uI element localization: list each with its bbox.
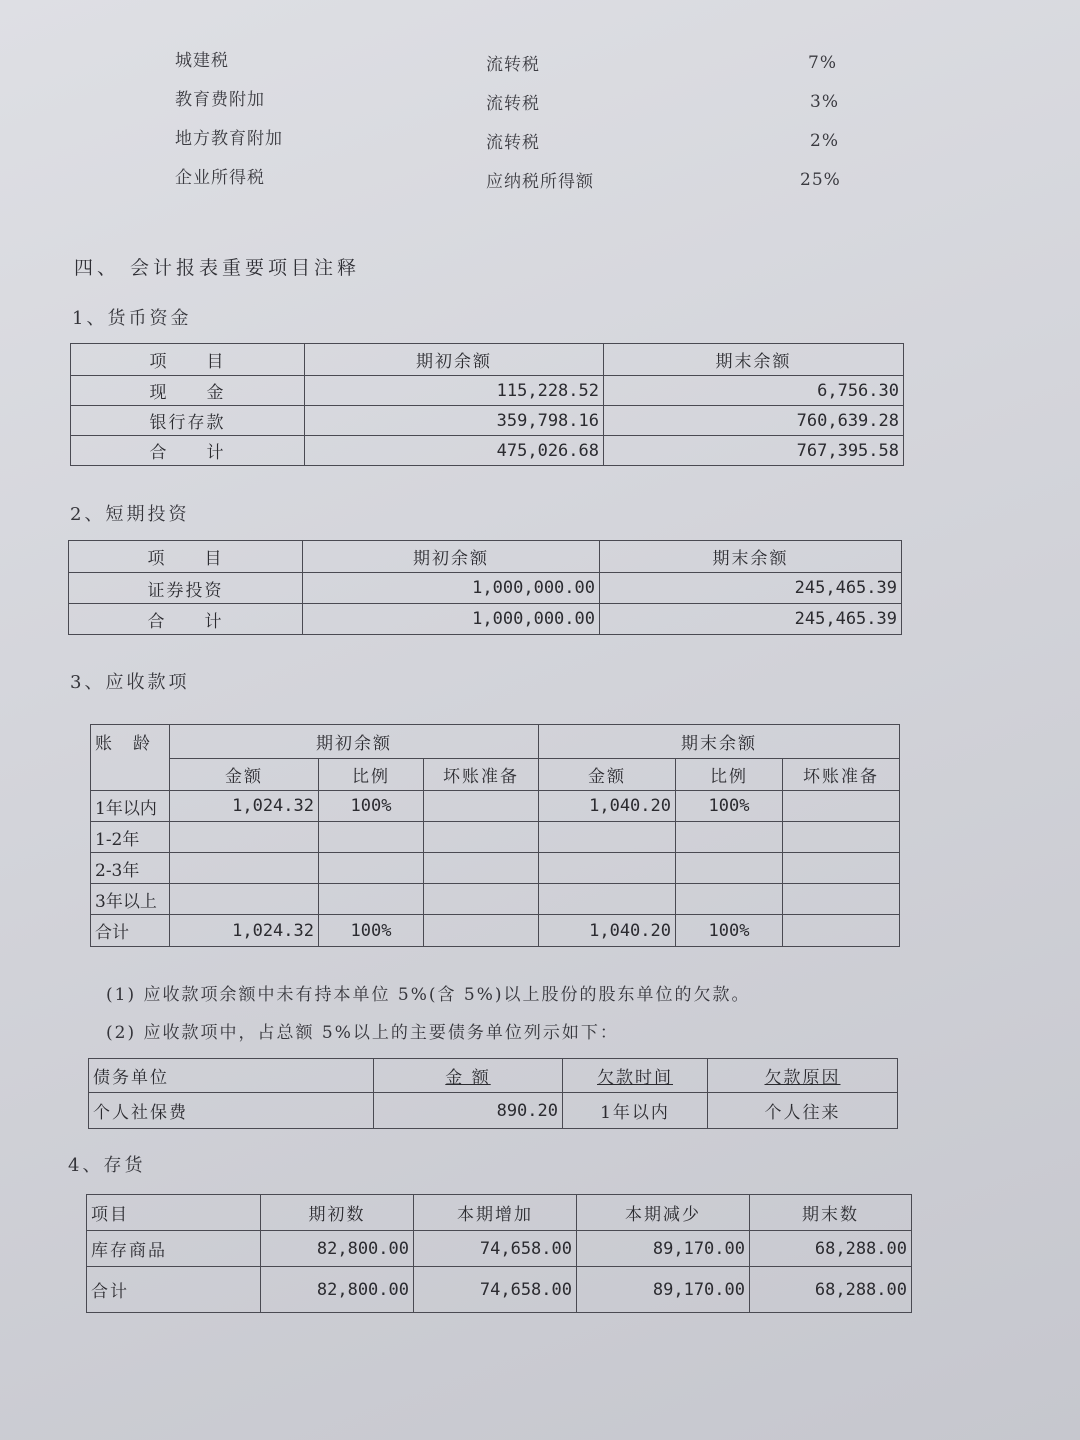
header-cell: 金 额 [374, 1059, 563, 1093]
amount-cell: 890.20 [374, 1093, 563, 1129]
age-cell: 1年以内 [91, 791, 170, 822]
amount-cell [170, 822, 319, 853]
reason-cell: 个人往来 [708, 1093, 898, 1129]
item-cell: 合计 [87, 1267, 261, 1313]
age-cell: 2-3年 [91, 853, 170, 884]
amount-cell [539, 822, 676, 853]
table-row [87, 1231, 912, 1267]
table-row [71, 376, 904, 406]
amount-cell [539, 884, 676, 915]
end-cell: 68,288.00 [750, 1231, 912, 1267]
receivables-note-2: (2) 应收款项中，占总额 5%以上的主要债务单位列示如下： [106, 1023, 619, 1043]
time-cell: 1年以内 [563, 1093, 708, 1129]
begin-cell: 1,000,000.00 [303, 604, 600, 635]
ratio-cell [319, 884, 424, 915]
subheader-cell: 坏账准备 [783, 759, 900, 791]
header-cell: 期末余额 [600, 541, 902, 573]
age-cell: 3年以上 [91, 884, 170, 915]
table-row [91, 853, 900, 884]
section-heading: 四、 会计报表重要项目注释 [74, 257, 361, 279]
table-row [71, 436, 904, 466]
bad-debt-cell [424, 853, 539, 884]
header-cell: 期初数 [261, 1195, 414, 1231]
tax-name: 地方教育附加 [175, 129, 283, 149]
table-header-row [91, 725, 900, 759]
table-row [69, 573, 902, 604]
table-row [71, 406, 904, 436]
short-invest-title: 2、短期投资 [70, 504, 190, 525]
amount-cell [170, 853, 319, 884]
end-cell: 245,465.39 [600, 604, 902, 635]
subheader-cell: 比例 [676, 759, 783, 791]
begin-cell: 475,026.68 [305, 436, 604, 466]
begin-cell: 82,800.00 [261, 1231, 414, 1267]
table-header-row [89, 1059, 898, 1093]
begin-cell: 1,000,000.00 [303, 573, 600, 604]
begin-cell: 82,800.00 [261, 1267, 414, 1313]
increase-cell: 74,658.00 [414, 1231, 577, 1267]
table-row [91, 884, 900, 915]
table-header-row [69, 541, 902, 573]
tax-basis: 流转税 [486, 133, 540, 153]
amount-cell: 1,040.20 [539, 791, 676, 822]
header-cell: 债务单位 [89, 1059, 374, 1093]
table-row [91, 915, 900, 947]
age-cell: 1-2年 [91, 822, 170, 853]
bad-debt-cell [424, 884, 539, 915]
ratio-cell [319, 822, 424, 853]
amount-cell: 1,024.32 [170, 915, 319, 947]
end-cell: 68,288.00 [750, 1267, 912, 1313]
short-invest-table [68, 540, 902, 635]
subheader-cell: 坏账准备 [424, 759, 539, 791]
inventory-title: 4、存货 [68, 1155, 146, 1176]
ratio-cell: 100% [676, 791, 783, 822]
end-cell: 6,756.30 [604, 376, 904, 406]
tax-name: 教育费附加 [175, 90, 265, 110]
cash-table [70, 343, 904, 466]
end-cell: 760,639.28 [604, 406, 904, 436]
cash-title: 1、货币资金 [72, 308, 192, 329]
subheader-cell: 金额 [170, 759, 319, 791]
header-cell: 欠款时间 [563, 1059, 708, 1093]
amount-cell: 1,024.32 [170, 791, 319, 822]
ratio-cell: 100% [319, 791, 424, 822]
item-cell: 现 金 [71, 376, 305, 406]
header-cell: 期初余额 [305, 344, 604, 376]
begin-cell: 359,798.16 [305, 406, 604, 436]
table-header-row [71, 344, 904, 376]
ratio-cell [676, 822, 783, 853]
unit-cell: 个人社保费 [89, 1093, 374, 1129]
bad-debt-cell [783, 822, 900, 853]
subheader-cell: 金额 [539, 759, 676, 791]
ratio-cell [319, 853, 424, 884]
tax-basis: 流转税 [486, 94, 540, 114]
tax-basis: 流转税 [486, 55, 540, 75]
header-cell: 项 目 [69, 541, 303, 573]
header-cell: 期末数 [750, 1195, 912, 1231]
bad-debt-cell [783, 884, 900, 915]
table-row [89, 1093, 898, 1129]
header-cell: 欠款原因 [708, 1059, 898, 1093]
tax-basis: 应纳税所得额 [486, 172, 594, 192]
table-row [91, 822, 900, 853]
table-row [69, 604, 902, 635]
header-cell: 本期减少 [577, 1195, 750, 1231]
item-cell: 合 计 [69, 604, 303, 635]
tax-rate: 25% [800, 170, 841, 190]
bad-debt-cell [424, 915, 539, 947]
receivables-note-1: (1) 应收款项余额中未有持本单位 5%(含 5%)以上股份的股东单位的欠款。 [106, 985, 751, 1005]
header-cell: 期末余额 [604, 344, 904, 376]
tax-rate: 7% [808, 53, 837, 73]
end-cell: 767,395.58 [604, 436, 904, 466]
age-header: 账 龄 [91, 725, 170, 791]
tax-rate: 2% [810, 131, 839, 151]
amount-cell [170, 884, 319, 915]
receivables-table [90, 724, 900, 947]
header-cell: 本期增加 [414, 1195, 577, 1231]
table-row [91, 791, 900, 822]
item-cell: 银行存款 [71, 406, 305, 436]
debtor-table [88, 1058, 898, 1129]
bad-debt-cell [783, 791, 900, 822]
amount-cell [539, 853, 676, 884]
tax-rate: 3% [810, 92, 839, 112]
decrease-cell: 89,170.00 [577, 1267, 750, 1313]
inventory-table [86, 1194, 912, 1313]
decrease-cell: 89,170.00 [577, 1231, 750, 1267]
item-cell: 库存商品 [87, 1231, 261, 1267]
ratio-cell [676, 853, 783, 884]
bad-debt-cell [424, 822, 539, 853]
begin-cell: 115,228.52 [305, 376, 604, 406]
amount-cell: 1,040.20 [539, 915, 676, 947]
bad-debt-cell [424, 791, 539, 822]
item-cell: 证券投资 [69, 573, 303, 604]
subheader-cell: 比例 [319, 759, 424, 791]
receivables-title: 3、应收款项 [70, 672, 190, 693]
item-cell: 合 计 [71, 436, 305, 466]
header-cell: 项 目 [71, 344, 305, 376]
table-subheader-row [91, 759, 900, 791]
end-header: 期末余额 [539, 725, 900, 759]
ratio-cell [676, 884, 783, 915]
tax-name: 城建税 [175, 51, 229, 71]
header-cell: 项目 [87, 1195, 261, 1231]
ratio-cell: 100% [319, 915, 424, 947]
header-cell: 期初余额 [303, 541, 600, 573]
bad-debt-cell [783, 853, 900, 884]
ratio-cell: 100% [676, 915, 783, 947]
table-row [87, 1267, 912, 1313]
increase-cell: 74,658.00 [414, 1267, 577, 1313]
bad-debt-cell [783, 915, 900, 947]
age-cell: 合计 [91, 915, 170, 947]
end-cell: 245,465.39 [600, 573, 902, 604]
begin-header: 期初余额 [170, 725, 539, 759]
table-header-row [87, 1195, 912, 1231]
tax-name: 企业所得税 [175, 168, 265, 188]
